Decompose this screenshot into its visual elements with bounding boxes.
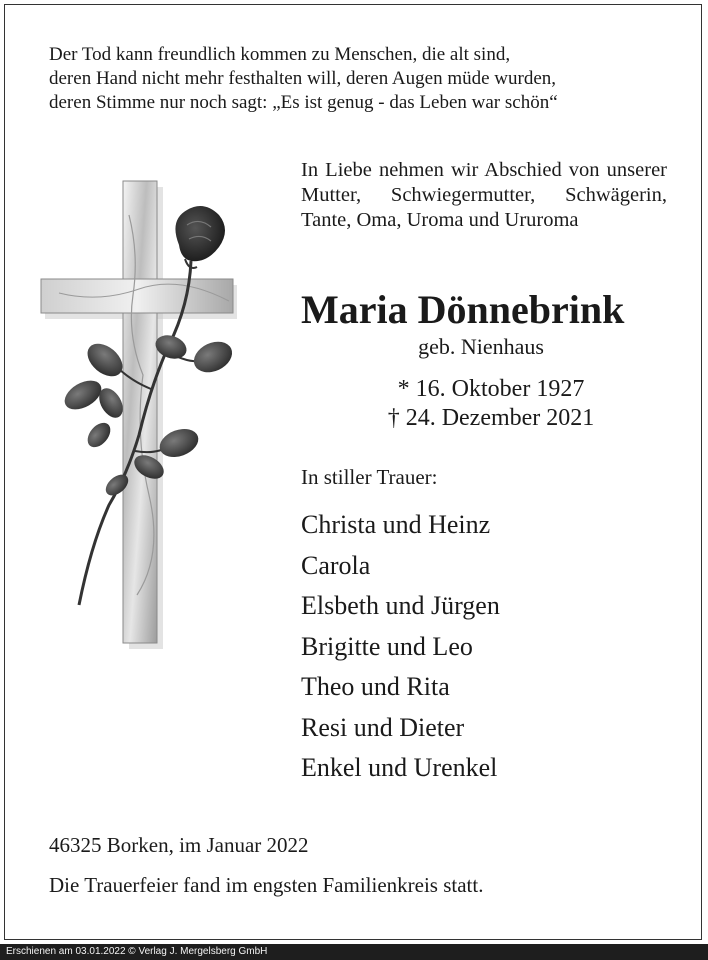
mourner-entry: Elsbeth und Jürgen (301, 591, 500, 620)
poem-line: Der Tod kann freundlich kommen zu Menschen, die alt sind, (49, 44, 511, 65)
deceased-name: Maria Dönnebrink (301, 287, 625, 332)
mourner-entry: Enkel und Urenkel (301, 753, 498, 782)
mourning-label: In stiller Trauer: (301, 465, 438, 489)
mourner-entry: Theo und Rita (301, 672, 450, 701)
mourner-entry: Carola (301, 550, 371, 580)
maiden-name: geb. Nienhaus (418, 334, 544, 359)
poem (49, 43, 689, 115)
mourner-entry: Resi und Dieter (301, 712, 465, 742)
mourners-list (301, 505, 500, 789)
obituary-frame (4, 4, 702, 940)
poem-line: deren Stimme nur noch sagt: „Es ist genug - das Leben war schön“ (49, 92, 558, 113)
life-dates (301, 375, 681, 433)
publication-footer: Erschienen am 03.01.2022 © Verlag J. Mergelsberg GmbH (0, 944, 708, 960)
mourner-entry: Brigitte und Leo (301, 631, 473, 661)
birth-date: * 16. Oktober 1927 (397, 376, 585, 402)
cross-with-rose-icon (39, 175, 239, 655)
poem-line: deren Hand nicht mehr festhalten will, deren Augen müde wurden, (49, 68, 557, 89)
mourner-entry: Christa und Heinz (301, 510, 491, 539)
death-date: † 24. Dezember 2021 (387, 405, 595, 431)
ceremony-note: Die Trauerfeier fand im engsten Familienkreis statt. (49, 873, 484, 897)
intro-text: In Liebe nehmen wir Abschied von unserer Mutter, Schwiegermutter, Schwägerin, Tante, Oma, Uroma und Ururoma (301, 159, 667, 231)
place-date: 46325 Borken, im Januar 2022 (49, 833, 309, 857)
